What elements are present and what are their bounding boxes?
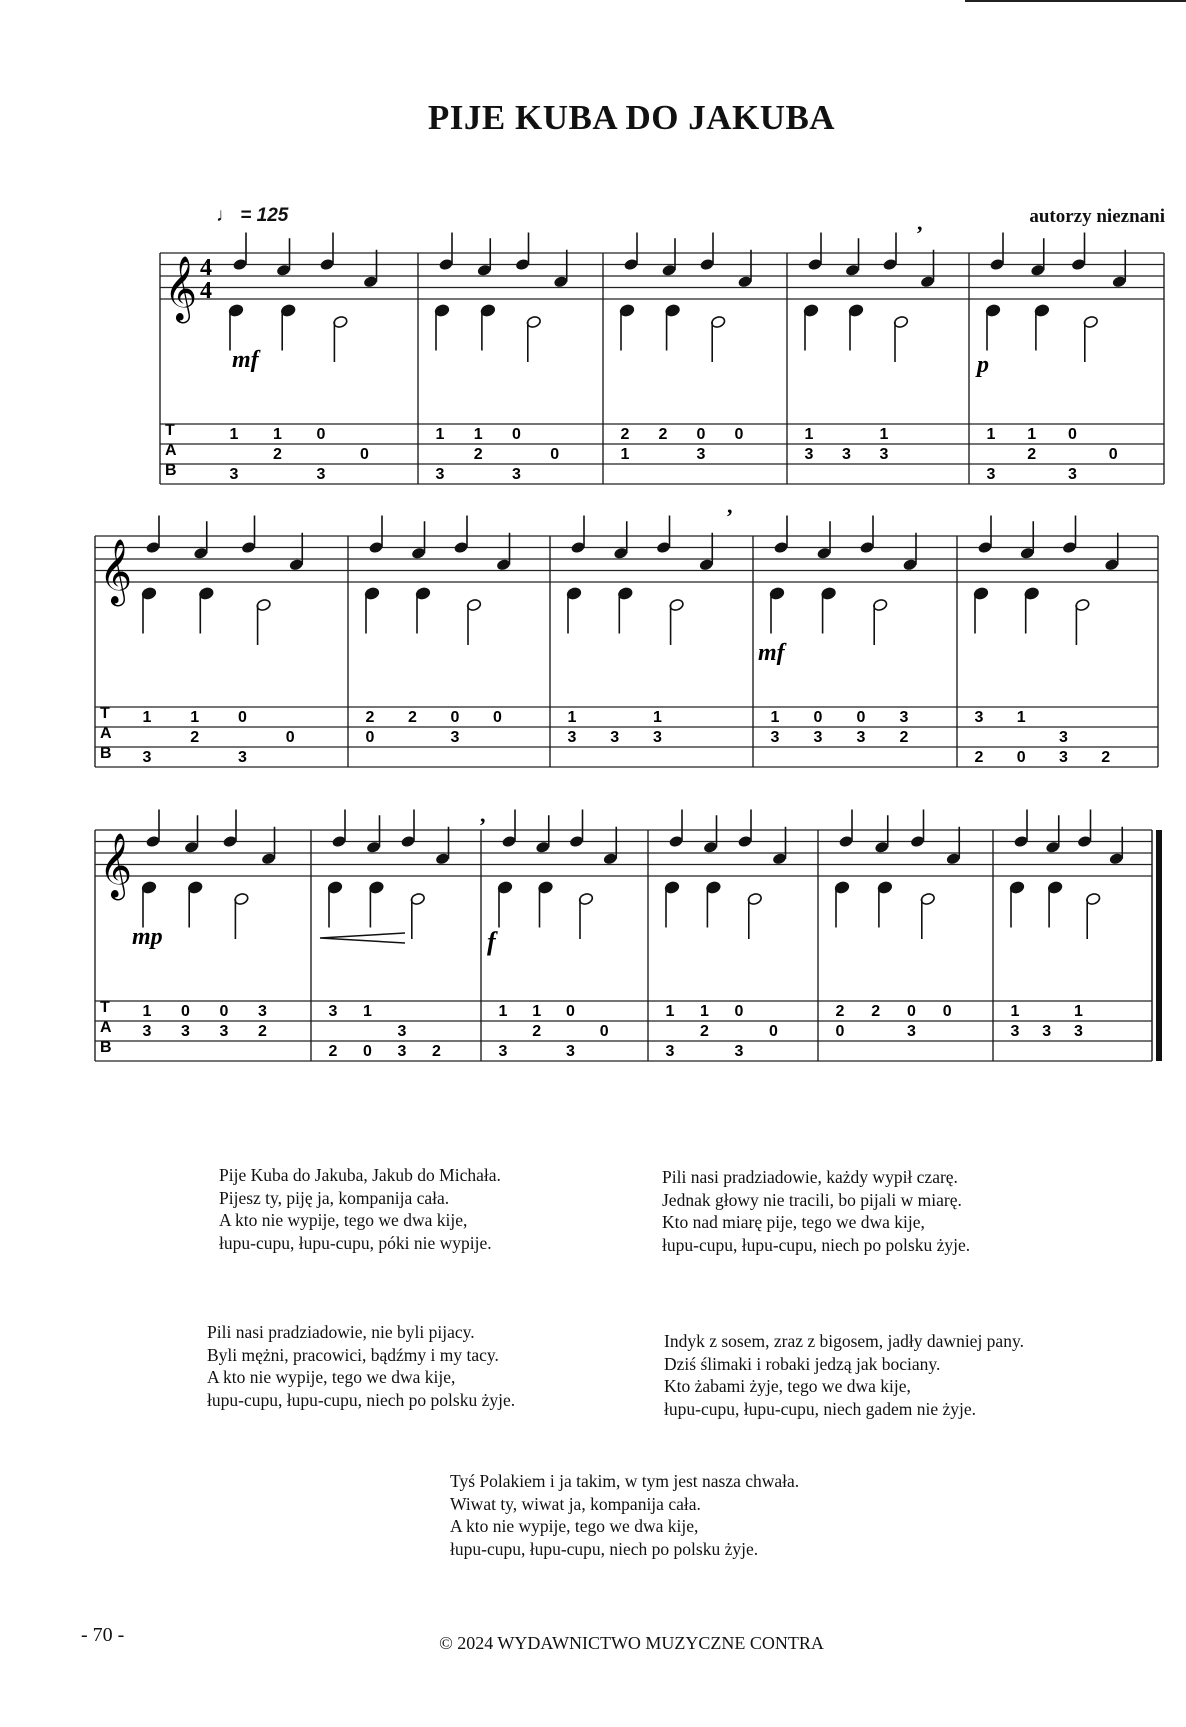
- time-signature-digit: 4: [200, 278, 212, 304]
- tab-fret-number: 1: [1010, 1003, 1020, 1020]
- tempo-marking: ♩ = 125: [216, 205, 289, 226]
- tab-fret-number: 2: [532, 1023, 542, 1040]
- tab-fret-number: 3: [328, 1003, 338, 1020]
- verse-line: łupu-cupu, łupu-cupu, póki nie wypije.: [219, 1232, 492, 1253]
- verse-line: Tyś Polakiem i ja takim, w tym jest nasza chwała.: [450, 1471, 800, 1491]
- tab-fret-number: 0: [219, 1003, 229, 1020]
- breath-mark: ,: [727, 493, 733, 518]
- tab-fret-number: 0: [942, 1003, 952, 1020]
- tab-fret-number: 3: [258, 1003, 267, 1020]
- tab-fret-number: 2: [899, 729, 909, 746]
- tab-fret-number: 3: [566, 1043, 575, 1060]
- tab-fret-number: 1: [770, 709, 780, 726]
- svg-text:A: A: [100, 1019, 112, 1036]
- tab-fret-number: 3: [397, 1023, 407, 1040]
- tab-fret-number: 3: [804, 446, 814, 463]
- tab-fret-number: 2: [473, 446, 483, 463]
- tab-fret-number: 3: [316, 466, 326, 483]
- treble-clef-icon: 𝄞: [99, 539, 133, 604]
- tab-fret-number: 2: [273, 446, 282, 463]
- tab-fret-number: 0: [512, 426, 521, 443]
- tab-fret-number: 3: [512, 466, 521, 483]
- tab-fret-number: 2: [1027, 446, 1037, 463]
- tab-fret-number: 1: [363, 1003, 372, 1020]
- tab-fret-number: 2: [328, 1043, 338, 1060]
- tab-fret-number: 3: [567, 729, 577, 746]
- treble-clef-icon: 𝄞: [164, 256, 198, 321]
- verse-line: Wiwat ty, wiwat ja, kompanija cała.: [450, 1493, 701, 1514]
- breath-mark: ,: [480, 802, 486, 827]
- tab-fret-number: 0: [1016, 749, 1026, 766]
- verse-4: [664, 1330, 1024, 1420]
- tab-fret-number: 3: [907, 1023, 916, 1040]
- verse-line: Pili nasi pradziadowie, każdy wypił czarę.: [662, 1167, 958, 1187]
- verse-line: Pijesz ty, piję ja, kompanija cała.: [219, 1187, 450, 1208]
- tab-fret-number: 2: [974, 749, 984, 766]
- svg-text:T: T: [100, 705, 110, 722]
- breath-mark: ,: [917, 210, 923, 235]
- tab-fret-number: 2: [835, 1003, 845, 1020]
- tab-fret-number: 3: [397, 1043, 407, 1060]
- tab-fret-number: 1: [1074, 1003, 1083, 1020]
- score-generated: [95, 210, 1164, 1061]
- dynamic-mf-1: mf: [232, 347, 259, 373]
- tab-fret-number: 3: [142, 1023, 152, 1040]
- tab-fret-number: 2: [620, 426, 630, 443]
- tab-clef-system-1: [165, 422, 177, 479]
- tab-fret-number: 3: [1059, 749, 1068, 766]
- tab-fret-number: 2: [700, 1023, 709, 1040]
- tab-fret-number: 0: [238, 709, 247, 726]
- svg-text:B: B: [100, 1039, 112, 1056]
- svg-text:A: A: [165, 442, 177, 459]
- tab-fret-number: 1: [620, 446, 630, 463]
- tab-fret-number: 1: [532, 1003, 542, 1020]
- tab-fret-number: 0: [734, 426, 744, 443]
- verse-line: łupu-cupu, łupu-cupu, niech po polsku żyje.: [662, 1234, 971, 1255]
- tab-fret-number: 0: [1068, 426, 1077, 443]
- tab-fret-number: 2: [408, 709, 417, 726]
- tab-fret-number: 0: [363, 1043, 372, 1060]
- tab-fret-number: 0: [285, 729, 295, 746]
- tab-fret-number: 1: [986, 426, 996, 443]
- tab-fret-number: 3: [610, 729, 620, 746]
- tab-fret-number: 3: [842, 446, 851, 463]
- tab-fret-number: 0: [599, 1023, 609, 1040]
- tab-fret-number: 3: [770, 729, 780, 746]
- authors-credit: autorzy nieznani: [1029, 206, 1165, 227]
- tab-fret-number: 3: [450, 729, 460, 746]
- tab-fret-number: 1: [1027, 426, 1037, 443]
- verse-line: A kto nie wypije, tego we dwa kije,: [207, 1367, 456, 1387]
- tab-fret-number: 2: [365, 709, 375, 726]
- tab-fret-number: 0: [835, 1023, 845, 1040]
- tab-fret-number: 0: [907, 1003, 916, 1020]
- tab-fret-number: 2: [658, 426, 668, 443]
- tab-fret-number: 0: [493, 709, 502, 726]
- tab-fret-number: 3: [1074, 1023, 1083, 1040]
- tab-fret-number: 2: [190, 729, 200, 746]
- tab-fret-number: 0: [1108, 446, 1118, 463]
- tab-fret-number: 1: [190, 709, 200, 726]
- final-bar-line: [1156, 830, 1162, 1061]
- verse-3: [207, 1321, 515, 1411]
- tab-fret-number: 0: [769, 1023, 778, 1040]
- tab-fret-number: 3: [734, 1043, 744, 1060]
- tab-fret-number: 0: [550, 446, 560, 463]
- tab-fret-number: 1: [804, 426, 814, 443]
- tab-fret-number: 0: [734, 1003, 744, 1020]
- verse-1: [219, 1164, 501, 1254]
- verse-line: łupu-cupu, łupu-cupu, niech po polsku żyje.: [207, 1389, 516, 1410]
- verse-line: Indyk z sosem, zraz z bigosem, jadły dawniej pany.: [664, 1331, 1024, 1351]
- tab-fret-number: 3: [498, 1043, 508, 1060]
- tab-fret-number: 0: [566, 1003, 575, 1020]
- tab-fret-number: 1: [1016, 709, 1026, 726]
- tab-fret-number: 3: [879, 446, 889, 463]
- tab-clef-system-2: [100, 705, 112, 762]
- tab-fret-number: 1: [567, 709, 577, 726]
- tab-fret-number: 1: [473, 426, 483, 443]
- tab-fret-number: 1: [273, 426, 282, 443]
- verse-line: Pili nasi pradziadowie, nie byli pijacy.: [207, 1322, 475, 1342]
- svg-text:B: B: [165, 462, 177, 479]
- page-title: PIJE KUBA DO JAKUBA: [427, 98, 836, 137]
- verse-line: Kto żabami żyje, tego we dwa kije,: [664, 1376, 911, 1396]
- verse-2: [662, 1166, 970, 1256]
- verse-line: łupu-cupu, łupu-cupu, niech gadem nie żyje.: [664, 1398, 976, 1419]
- verse-line: Pije Kuba do Jakuba, Jakub do Michała.: [219, 1165, 501, 1185]
- tab-fret-number: 0: [813, 709, 823, 726]
- svg-text:A: A: [100, 725, 112, 742]
- dynamic-p: p: [977, 352, 989, 378]
- tab-fret-number: 1: [142, 1003, 152, 1020]
- verse-line: Jednak głowy nie tracili, bo pijali w miarę.: [662, 1189, 962, 1210]
- tab-clef-system-3: [100, 999, 112, 1056]
- tab-fret-number: 1: [498, 1003, 508, 1020]
- time-signature-digit: 4: [200, 255, 212, 281]
- tab-fret-number: 3: [229, 466, 239, 483]
- tab-fret-number: 1: [700, 1003, 709, 1020]
- tab-fret-number: 3: [142, 749, 152, 766]
- svg-text:T: T: [165, 422, 175, 439]
- verse-line: A kto nie wypije, tego we dwa kije,: [450, 1516, 699, 1536]
- tab-fret-number: 0: [365, 729, 375, 746]
- tab-fret-number: 0: [360, 446, 369, 463]
- tab-fret-number: 1: [653, 709, 662, 726]
- verse-line: Kto nad miarę pije, tego we dwa kije,: [662, 1212, 925, 1232]
- crescendo-hairpin: [320, 933, 405, 943]
- tab-fret-number: 3: [238, 749, 247, 766]
- tab-fret-number: 3: [219, 1023, 229, 1040]
- dynamic-f: f: [487, 927, 496, 956]
- dynamic-mf-2: mf: [758, 640, 785, 666]
- tab-fret-number: 2: [871, 1003, 881, 1020]
- tab-fret-number: 3: [1068, 466, 1077, 483]
- copyright-notice: © 2024 WYDAWNICTWO MUZYCZNE CONTRA: [439, 1633, 824, 1653]
- tab-fret-number: 3: [974, 709, 984, 726]
- tab-fret-number: 3: [899, 709, 909, 726]
- tab-fret-number: 3: [856, 729, 866, 746]
- tab-fret-number: 3: [986, 466, 996, 483]
- treble-clef-icon: 𝄞: [99, 833, 133, 898]
- tab-fret-number: 0: [696, 426, 706, 443]
- verse-line: łupu-cupu, łupu-cupu, niech po polsku żyje.: [450, 1538, 759, 1559]
- verse-line: A kto nie wypije, tego we dwa kije,: [219, 1210, 468, 1230]
- tab-fret-number: 3: [813, 729, 823, 746]
- tab-fret-number: 1: [142, 709, 152, 726]
- tab-fret-number: 3: [181, 1023, 190, 1040]
- page-number: - 70 -: [81, 1624, 125, 1646]
- verse-5: [450, 1470, 799, 1560]
- tab-fret-number: 2: [1101, 749, 1111, 766]
- tab-fret-number: 3: [696, 446, 706, 463]
- tab-fret-number: 0: [450, 709, 460, 726]
- tab-fret-number: 3: [653, 729, 662, 746]
- dynamic-mp: mp: [132, 924, 163, 950]
- tab-fret-number: 3: [1042, 1023, 1052, 1040]
- verse-line: Byli mężni, pracowici, bądźmy i my tacy.: [207, 1344, 499, 1365]
- tab-fret-number: 3: [1010, 1023, 1020, 1040]
- tab-fret-number: 1: [879, 426, 889, 443]
- tab-fret-number: 3: [435, 466, 445, 483]
- tab-fret-number: 2: [432, 1043, 441, 1060]
- tab-fret-number: 1: [229, 426, 239, 443]
- svg-text:T: T: [100, 999, 110, 1016]
- tab-fret-number: 0: [316, 426, 326, 443]
- tab-fret-number: 2: [258, 1023, 267, 1040]
- svg-text:B: B: [100, 745, 112, 762]
- tab-fret-number: 1: [435, 426, 445, 443]
- tab-fret-number: 0: [181, 1003, 190, 1020]
- tab-fret-number: 3: [665, 1043, 675, 1060]
- verse-line: Dziś ślimaki i robaki jedzą jak bociany.: [664, 1353, 941, 1374]
- tab-fret-number: 0: [856, 709, 866, 726]
- tab-fret-number: 3: [1059, 729, 1068, 746]
- tab-fret-number: 1: [665, 1003, 675, 1020]
